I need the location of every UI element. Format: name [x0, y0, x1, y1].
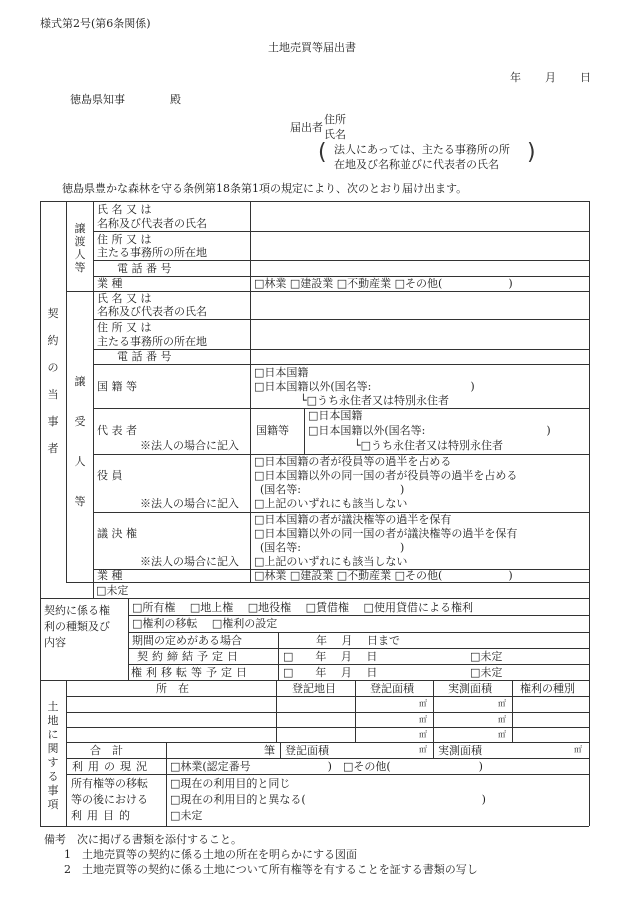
contract-date-label: 契約締結予定日	[137, 650, 242, 663]
transferor-business-options[interactable]: □林業 □建設業 □不動産業 □その他( )	[254, 277, 513, 290]
unit-sqm: ㎡	[498, 699, 506, 708]
rights-label-2: 利の種類及び	[44, 620, 110, 633]
rights-label-1: 契約に係る権	[44, 604, 110, 617]
intro-text: 徳島県豊かな森林を守る条例第18条第1項の規定により、次のとおり届け出ます。	[62, 182, 468, 195]
transfer-date-undecided[interactable]: □未定	[470, 666, 503, 679]
notifier-note-2: 在地及び名称並びに代表者の氏名	[334, 158, 499, 171]
purpose-label-3: 利用目的	[71, 809, 135, 822]
current-use-options[interactable]: □林業(認定番号 ) □その他( )	[170, 760, 483, 773]
total-parcels-unit: 筆	[264, 744, 275, 757]
transfer-date-value[interactable]: □ 年 月 日	[283, 666, 378, 679]
voting-option-none[interactable]: □上記のいずれにも該当しない	[254, 555, 408, 568]
transferor-phone-label: 電 話 番 号	[117, 262, 172, 275]
voting-rights-corporate-note: ※法人の場合に記入	[140, 555, 239, 568]
land-header-right-type: 権利の種別	[520, 682, 575, 695]
transferee-business-options[interactable]: □林業 □建設業 □不動産業 □その他( )	[254, 569, 513, 582]
notifier-address: 住所	[324, 113, 346, 126]
transferor-name-label-1: 氏 名 又 は	[97, 203, 152, 216]
addressee-name: 徳島県知事	[70, 93, 125, 106]
right-bracket: )	[527, 140, 536, 165]
date-month: 月	[545, 71, 556, 84]
transferor-name-label-2: 名称及び代表者の氏名	[97, 217, 207, 230]
date-day: 日	[580, 71, 591, 84]
current-use-label: 利用の現況	[72, 760, 152, 773]
transferee-address-label-2: 主たる事務所の所在地	[97, 335, 207, 348]
date-year: 年	[510, 71, 521, 84]
form-number: 様式第2号(第6条関係)	[40, 17, 151, 30]
transferor-address-label-2: 主たる事務所の所在地	[97, 246, 207, 259]
contract-date-undecided[interactable]: □未定	[470, 650, 503, 663]
period-label: 期間の定めがある場合	[132, 634, 242, 647]
total-measured-area-label: 実測面積	[438, 744, 482, 757]
transferee-name-label-1: 氏 名 又 は	[97, 292, 152, 305]
transferee-phone-label: 電 話 番 号	[117, 350, 172, 363]
transferor-business-label: 業 種	[97, 277, 123, 290]
parties-undetermined-option[interactable]: □未定	[96, 584, 129, 597]
nationality-option-foreign[interactable]: □日本国籍以外(国名等: )	[254, 380, 475, 393]
contract-date-value[interactable]: □ 年 月 日	[283, 650, 378, 663]
remarks-heading: 備考 次に掲げる書類を添付すること。	[44, 833, 242, 846]
purpose-option-same[interactable]: □現在の利用目的と同じ	[170, 777, 291, 790]
officer-corporate-note: ※法人の場合に記入	[140, 497, 239, 510]
nationality-option-permanent-resident[interactable]: └□うち永住者又は特別永住者	[300, 394, 450, 407]
unit-sqm: ㎡	[419, 730, 427, 739]
officer-option-japanese-majority[interactable]: □日本国籍の者が役員等の過半を占める	[254, 455, 452, 468]
officer-option-foreign-majority[interactable]: □日本国籍以外の同一国の者が役員等の過半を占める	[254, 469, 518, 482]
voting-option-japanese-majority[interactable]: □日本国籍の者が議決権等の過半を保有	[254, 513, 452, 526]
unit-sqm: ㎡	[498, 715, 506, 724]
addressee-honorific: 殿	[170, 93, 181, 106]
land-header-registered-area: 登記面積	[370, 682, 414, 695]
representative-label: 代 表 者	[97, 424, 137, 437]
notifier-label: 届出者	[290, 121, 323, 134]
officer-option-none[interactable]: □上記のいずれにも該当しない	[254, 497, 408, 510]
rep-nationality-option-foreign[interactable]: □日本国籍以外(国名等: )	[308, 424, 551, 437]
purpose-label-1: 所有権等の移転	[71, 777, 148, 790]
notifier-name: 氏名	[324, 128, 346, 141]
voting-country-field[interactable]: (国名等: )	[260, 541, 405, 554]
land-header-measured-area: 実測面積	[448, 682, 492, 695]
land-header-registered-category: 登記地目	[292, 682, 336, 695]
parties-section-label: 契約の当事者	[47, 307, 59, 455]
purpose-label-2: 等の後における	[71, 793, 148, 806]
remarks-item-2: 2 土地売買等の契約に係る土地について所有権等を有することを証する書類の写し	[64, 863, 478, 876]
transferee-nationality-label: 国 籍 等	[97, 380, 137, 393]
rights-label-3: 内容	[44, 636, 66, 649]
officer-country-field[interactable]: (国名等: )	[260, 483, 405, 496]
officer-label: 役 員	[97, 469, 123, 482]
unit-sqm: ㎡	[574, 745, 582, 754]
transferor-address-label-1: 住 所 又 は	[97, 233, 152, 246]
transferee-address-label-1: 住 所 又 は	[97, 321, 152, 334]
land-section-label: 土地に関する事項	[47, 700, 59, 811]
voting-rights-label: 議 決 権	[97, 527, 137, 540]
transferor-label: 譲渡人等	[74, 222, 86, 274]
notifier-note-1: 法人にあっては、主たる事務所の所	[334, 143, 510, 156]
page-title: 土地売買等届出書	[268, 41, 356, 54]
rep-nationality-option-permanent-resident[interactable]: └□うち永住者又は特別永住者	[354, 439, 504, 452]
transferee-label: 譲受人等	[74, 375, 86, 508]
total-registered-area-label: 登記面積	[285, 744, 329, 757]
voting-option-foreign-majority[interactable]: □日本国籍以外の同一国の者が議決権等の過半を保有	[254, 527, 518, 540]
rights-type-options[interactable]: □所有権 □地上権 □地役権 □賃借権 □使用貸借による権利	[132, 601, 473, 614]
unit-sqm: ㎡	[419, 745, 427, 754]
representative-nationality-label: 国籍等	[256, 424, 289, 437]
period-value[interactable]: 年 月 日まで	[316, 634, 400, 647]
unit-sqm: ㎡	[419, 715, 427, 724]
remarks-item-1: 1 土地売買等の契約に係る土地の所在を明らかにする図面	[64, 848, 357, 861]
rights-transfer-options[interactable]: □権利の移転 □権利の設定	[132, 617, 278, 630]
purpose-option-different[interactable]: □現在の利用目的と異なる( )	[170, 793, 486, 806]
left-bracket: (	[318, 140, 327, 165]
nationality-option-japanese[interactable]: □日本国籍	[254, 366, 309, 379]
transferee-name-label-2: 名称及び代表者の氏名	[97, 305, 207, 318]
unit-sqm: ㎡	[419, 699, 427, 708]
land-header-location: 所 在	[156, 682, 189, 695]
representative-corporate-note: ※法人の場合に記入	[140, 439, 239, 452]
rep-nationality-option-japanese[interactable]: □日本国籍	[308, 409, 363, 422]
transfer-date-label: 権利移転等予定日	[131, 666, 251, 679]
purpose-option-undecided[interactable]: □未定	[170, 809, 203, 822]
transferee-business-label: 業 種	[97, 569, 123, 582]
total-label: 合 計	[90, 744, 123, 757]
unit-sqm: ㎡	[498, 730, 506, 739]
